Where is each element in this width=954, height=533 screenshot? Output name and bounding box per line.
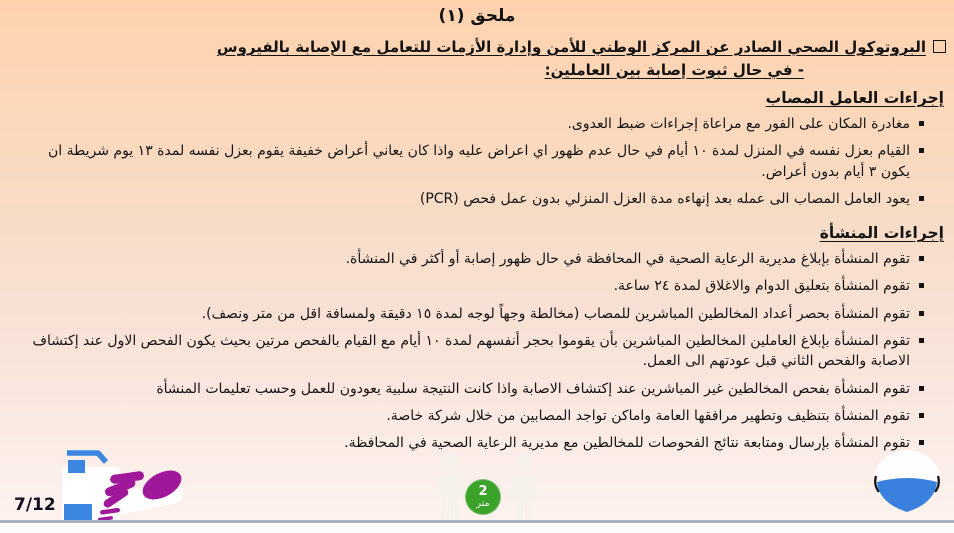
checkbox-bullet-icon xyxy=(933,40,946,53)
bullet-text: تقوم المنشأة بفحص المخالطين غير المباشرين عند إكتشاف الاصابة واذا كانت النتيجة سلبية يعودون للعمل وحسب تعليمات المنشأة xyxy=(156,380,910,397)
section-heading-facility: إجراءات المنشأة xyxy=(819,224,944,243)
list-item xyxy=(18,141,924,182)
bullet-text: مغادرة المكان على الفور مع مراعاة إجراءات ضبط العدوى. xyxy=(567,116,910,132)
square-bullet-icon xyxy=(919,338,924,343)
distance-badge xyxy=(465,479,501,515)
square-bullet-icon xyxy=(919,256,924,261)
protocol-heading xyxy=(8,36,946,81)
handwash-soap-dispenser-icon xyxy=(52,447,192,527)
section-facility xyxy=(8,216,946,453)
list-item xyxy=(18,304,924,324)
square-bullet-icon xyxy=(919,311,924,316)
footer-strip xyxy=(0,523,954,533)
square-bullet-icon xyxy=(919,386,924,391)
list-item xyxy=(18,249,924,269)
list-item xyxy=(18,406,924,426)
list-item xyxy=(18,189,924,209)
square-bullet-icon xyxy=(919,440,924,445)
page-number: 7/12 xyxy=(14,495,56,515)
square-bullet-icon xyxy=(919,148,924,153)
list-item xyxy=(18,276,924,296)
protocol-heading-line1-text: البروتوكول الصحي الصادر عن المركز الوطني للأمن وإدارة الأزمات للتعامل مع الإصابة بالفيروس xyxy=(216,38,926,56)
section-infected-worker xyxy=(8,81,946,209)
distance-value: 2 xyxy=(478,484,488,500)
bullet-text: تقوم المنشأة بتعليق الدوام والاغلاق لمدة ٢٤ ساعة. xyxy=(613,278,910,295)
bullet-text: تقوم المنشأة بإرسال ومتابعة نتائج الفحوصات للمخالطين مع مديرية الرعاية الصحية في المحافظة. xyxy=(344,435,910,452)
protocol-heading-line2: - في حال ثبوت إصابة بين العاملين: xyxy=(544,60,804,79)
bullet-text: تقوم المنشأة بإبلاغ العاملين المخالطين المباشرين بأن يقوموا بحجر أنفسهم لمدة ١٠ أيام مع القيام بالفحص مرتين بحيث يكون الفحص الاول عند إكتشاف الاصابة والفحص الثاني قبل عودتهم الى العمل. xyxy=(32,333,910,370)
bullet-text: تقوم المنشأة بحصر أعداد المخالطين المباشرين للمصاب (مخالطة وجهاً لوجه لمدة ١٥ دقيقة ولمسافة اقل من متر ونصف). xyxy=(201,305,910,322)
bullet-text: القيام بعزل نفسه في المنزل لمدة ١٠ أيام في حال عدم ظهور اي اعراض عليه واذا كان يعاني أعراض خفيفة يقوم بعزل نفسه لمدة ١٣ يوم شريطة ان يكون ٣ أيام بدون أعراض. xyxy=(48,143,910,180)
square-bullet-icon xyxy=(919,121,924,126)
bullet-text: يعود العامل المصاب الى عمله بعد إنهاءه مدة العزل المنزلي بدون عمل فحص (PCR) xyxy=(419,190,910,207)
face-mask-icon xyxy=(872,449,942,515)
square-bullet-icon xyxy=(919,283,924,288)
section-heading-infected-worker: إجراءات العامل المصاب xyxy=(765,89,944,107)
square-bullet-icon xyxy=(919,413,924,418)
list-item xyxy=(18,114,924,134)
bullet-text: تقوم المنشأة بتنظيف وتطهير مرافقها العامة واماكن تواجد المصابين من خلال شركة خاصة. xyxy=(386,407,910,424)
list-item xyxy=(18,379,924,399)
protocol-heading-line1 xyxy=(8,36,946,59)
list-item xyxy=(18,331,924,372)
distance-unit: متر xyxy=(476,498,490,510)
page-title: ملحق (١) xyxy=(438,6,516,26)
square-bullet-icon xyxy=(919,196,924,201)
bullet-text: تقوم المنشأة بإبلاغ مديرية الرعاية الصحية في المحافظة في حال ظهور إصابة أو أكثر في المنشأة. xyxy=(345,251,910,268)
